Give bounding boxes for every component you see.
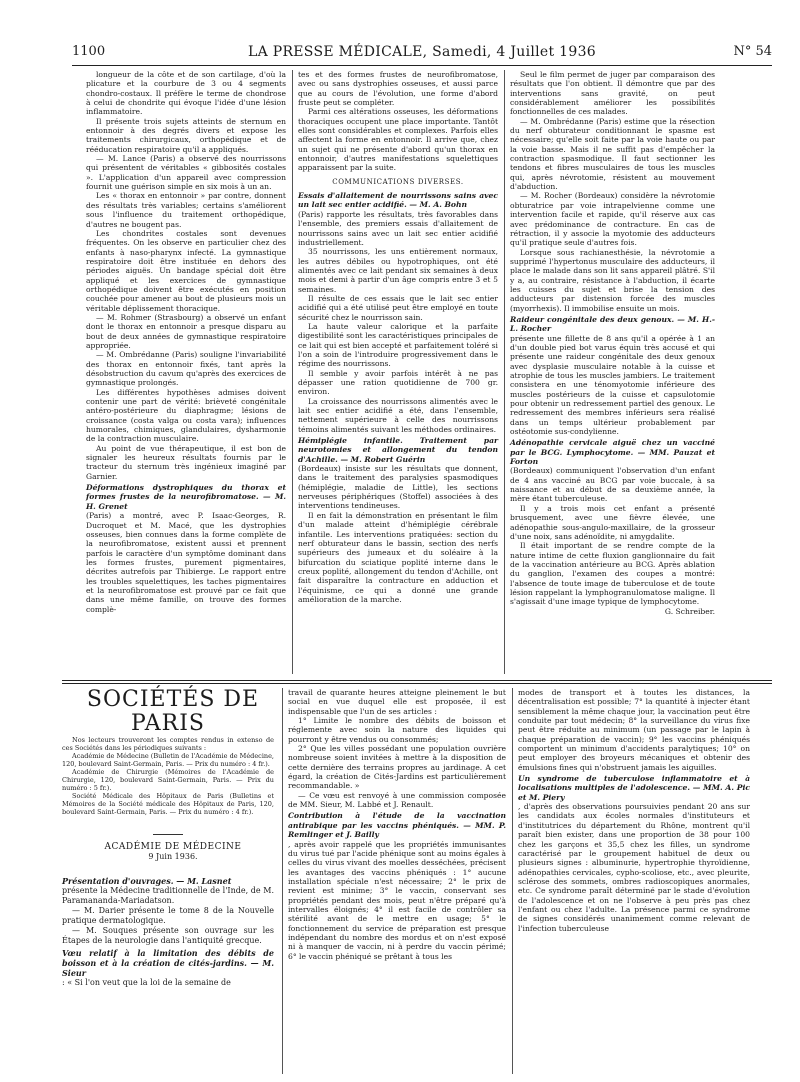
paragraph: longueur de la côte et de son cartilage, d'où la plicature et la courbure de 3 ou 4 segments chondro-costaux. Il préfère le terme de chondrose à celui de chondrite qui évoque l'idée d'une lésion inflammatoire. [86, 70, 286, 117]
societes-ref: Académie de Médecine (Bulletin de l'Académie de Médecine, 120, boulevard Saint-Germain, Paris. — Prix du numéro : 4 fr.). [62, 752, 274, 768]
paragraph: Les chondrites costales sont devenues fréquentes. On les observe en particulier chez des enfants à naso-pharynx infecté. La gymnastique respiratoire doit être instituée en dehors des périodes aiguës. Un bandage spécial doit être appliqué et les exercices de gymnastique orthopédique doivent être exécutés en position couchée pour amener au bout de plusieurs mois un véritable déplissement thoracique. [86, 228, 286, 313]
paragraph: Il semble y avoir parfois intérêt à ne pas dépasser une ration quotidienne de 700 gr. environ. [298, 368, 498, 397]
column-divider [282, 688, 283, 1074]
upper-column-2 [298, 70, 498, 674]
article-heading: Un syndrome de tuberculose inflammatoire et à localisations multiples de l'adolescence. — MM. A. Pic et M. Piery [518, 774, 750, 802]
article-heading: Hémiplégie infantile. Traitement par neurotomies et allongement du tendon d'Achille. — M. Robert Guérin [298, 436, 498, 464]
lower-column-1 [62, 874, 274, 1074]
paragraph: : « Si l'on veut que la loi de la semaine de [62, 978, 231, 987]
paragraph: — M. Ombrédanne (Paris) estime que la résection du nerf obturateur conditionnant le spasme est nécessaire; qu'elle soit faite par la voie haute ou par la voie basse. Mais il ne suffit pas d'empêcher la contraction spasmodique. Il faut sectionner les tendons et fibres musculaires de tous les muscles qui, après névrotomie, résistent au mouvement d'abduction. [510, 116, 715, 192]
issue-number: N° 54 [733, 44, 772, 59]
article-heading: Contribution à l'étude de la vaccination antirabique par les vaccins phéniqués. — MM. P. Remlinger et J. Bailly [288, 811, 506, 840]
paragraph: présente une fillette de 8 ans qu'il a opérée à 1 an d'un double pied bot varus équin très accusé et qui présente une raideur congénitale des deux genoux avec dysplasie musculaire notable à la cuisse et atrophie de tous les muscles jambiers. Le traitement consistera en une ténomyotomie inférieure des muscles postérieurs de la cuisse et capsulotomie pour obtenir un redressement partiel des genoux. Le redressement des membres inférieurs sera réalisé dans un temps ultérieur probablement par ostéotomie sus-condylienne. [510, 333, 715, 437]
meeting-date: 9 Juin 1936. [148, 852, 198, 862]
paragraph: Au point de vue thérapeutique, il est bon de signaler les heureux résultats fournis par le tracteur du sternum très ingénieux imaginé par Garnier. [86, 443, 286, 481]
author-signature: G. Schreiber. [664, 606, 715, 616]
paragraph: Il présente trois sujets atteints de sternum en entonnoir à des degrés divers et expose les traitements chirurgicaux, orthopédique et de rééducation respiratoire qu'il a appliqués. [86, 116, 286, 154]
paragraph: Il y a trois mois cet enfant a présenté brusquement, avec une fièvre élevée, une adénopathie sous-angulo-maxillaire, de la grosseur d'une noix, sans adénoïdite, ni amygdalite. [510, 503, 715, 541]
paragraph: — M. Rocher (Bordeaux) considère la névrotomie obturatrice par voie intrapelvienne comme une intervention facile et rapide, qu'il réserve aux cas avec prédominance de contracture. En cas de rétraction, il y associe la myotomie des adducteurs qu'il pratique seule d'autres fois. [510, 191, 715, 248]
column-divider [292, 70, 293, 674]
paragraph: Il en fait la démonstration en présentant le film d'un malade atteint d'hémiplégie cérébrale infantile. Les interventions pratiquées: section du nerf obturateur dans le bassin, section des nerfs supérieurs des jumeaux et du soléaire à la bifurcation du sciatique poplité interne dans le creux poplité, allongement du tendon d'Achille, ont fait disparaître la contracture en adduction et l'équinisme, ce qui a donné une grande amélioration de la marche. [298, 510, 498, 604]
paragraph: Lorsque sous rachianesthésie, la névrotomie a supprimé l'hypertonus musculaire des adducteurs, il place le malade dans son lit sans appareil plâtré. S'il y a, au contraire, résistance à l'abduction, il écarte les cuisses du sujet et brise la tension des adducteurs par distension forcée des muscles (myorrhexis). Il immobilise ensuite un mois. [510, 247, 715, 313]
paragraph: Seul le film permet de juger par comparaison des résultats que l'on obtient. Il démontre que par des interventions sans gravité, on peut considérablement améliorer les possibilités fonctionnelles de ces malades. [510, 70, 715, 117]
paragraph: Il résulte de ces essais que le lait sec entier acidifié qui a été utilisé peut être employé en toute sécurité chez le nourrisson sain. [298, 293, 498, 322]
journal-title: LA PRESSE MÉDICALE, Samedi, 4 Juillet 1936 [247, 44, 597, 60]
paragraph: La haute valeur calorique et la parfaite digestibilité sont les caractéristiques principales de ce lait qui est bien accepté et parfaitement toléré si l'on a soin de l'introduire progressivement dans le régime des nourrissons. [298, 321, 498, 369]
paragraph: (Paris) rapporte les résultats, très favorables dans l'ensemble, des premiers essais d'allaitement de nourrissons sains avec un lait sec entier acidifié industriellement. [298, 209, 498, 247]
academy-title: ACADÉMIE DE MÉDECINE [104, 842, 242, 852]
paragraph: (Bordeaux) insiste sur les résultats que donnent, dans le traitement des paralysies spasmodiques (hémiplégie, maladie de Little), les sections nerveuses périphériques (Stoffel) associées à des interventions tendineuses. [298, 464, 498, 511]
paragraph: , d'après des observations poursuivies pendant 20 ans sur les candidats aux écoles normales d'instituteurs et d'institutrices du département du Rhône, montrent qu'il paraît bien exister, dans une proportion de 38 pour 100 chez les garçons et 35,5 chez les filles, un syndrome caractérisé par le groupement habituel de deux ou plusieurs signes : albuminurie, hypertrophie thyroïdienne, adénopathies cervicales, cypho-scoliose, etc., avec pleurite, sclérose des sommets, ombres radioscopiques anormales, etc. Ce syndrome paraît déterminé par le stade d'évolution de l'adolescence et on ne l'observe à peu près pas chez l'enfant ou chez l'adulte. La présence parmi ce syndrome de signes considérés unanimement comme relevant de l'infection tuberculeuse [518, 802, 750, 933]
paragraph: tes et des formes frustes de neurofibromatose, avec ou sans dystrophies osseuses, et aussi parce que au cours de l'évolution, une forme d'abord fruste peut se compléter. [298, 70, 498, 108]
divider [153, 834, 183, 835]
paragraph: Les « thorax en entonnoir » par contre, donnent des résultats très variables; certains s'améliorent sous l'influence du traitement orthopédique, d'autres ne bougent pas. [86, 191, 286, 229]
paragraph: Il était important de se rendre compte de la nature intime de cette fluxion ganglionnaire du fait de la vaccination antérieure au BCG. Après ablation du ganglion, l'examen des coupes a montré: l'absence de toute image de tuberculose et de toute lésion rappelant la lymphogranulomatose maligne. Il s'agissait d'une image typique de lymphocytome. [510, 541, 715, 607]
article-heading: Déformations dystrophiques du thorax et formes frustes de la neurofibromatose. — M. H. Grenet [86, 483, 286, 511]
article-heading: Essais d'allaitement de nourrissons sains avec un lait sec entier acidifié. — M. A. Bohn [298, 191, 498, 210]
column-divider [512, 688, 513, 1074]
paragraph: — M. Rohmer (Strasbourg) a observé un enfant dont le thorax en entonnoir a presque disparu au bout de deux années de gymnastique respiratoire appropriée. [86, 312, 286, 350]
upper-column-1 [86, 70, 286, 674]
paragraph: travail de quarante heures atteigne pleinement le but social en vue duquel elle est proposée, il est indispensable que l'un de ses articles : [288, 688, 506, 716]
page-number: 1100 [72, 44, 106, 59]
header-rule [72, 65, 772, 66]
article-heading: Adénopathie cervicale aiguë chez un vacciné par le BCG. Lymphocytome. — MM. Pauzat et Forton [510, 438, 715, 467]
upper-column-3 [510, 70, 715, 674]
paragraph: La croissance des nourrissons alimentés avec le lait sec entier acidifié a été, dans l'ensemble, nettement supérieure à celle des nourrissons témoins alimentés suivant les méthodes ordinaires. [298, 396, 498, 434]
article-heading: Présentation d'ouvrages. — M. Lasnet [62, 876, 232, 886]
societes-intro: Nos lecteurs trouveront les comptes rendus in extenso de ces Sociétés dans les périodiques suivants : [62, 736, 274, 752]
paragraph: présente la Médecine traditionnelle de l'Inde, de M. Paramananda-Mariadatson. [62, 886, 274, 905]
paragraph: modes de transport et à toutes les distances, la décentralisation est possible; 7° la quantité à injecter étant sensiblement la même chaque jour, la vaccination peut être conduite par tout médecin; 8° la surveillance du virus fixe peut être réduite au minimum (un passage par le lapin à chaque préparation de vaccin); 9° les vaccins phéniqués comportent un minimum d'accidents paralytiques; 10° on peut employer des broyeurs mécaniques et obtenir des émulsions fines qui n'obstruent jamais les aiguilles. [518, 688, 750, 772]
societes-block [62, 687, 274, 816]
section-title: SOCIÉTÉS DE PARIS [86, 687, 260, 736]
paragraph: (Paris) a montré, avec P. Isaac-Georges, R. Ducroquet et M. Macé, que les dystrophies osseuses, bien connues dans la forme complète de la neurofibromatose, existent aussi et prennent parfois le caractère d'un symptôme dominant dans les formes frustes, purement pigmentaires, décrites autrefois par Thibierge. Le rapport entre les troubles squelettiques, les taches pigmentaires et la neurofibromatose est prouvé par ce fait que dans une même famille, on trouve des formes complè- [86, 511, 286, 614]
paragraph: — M. Darier présente le tome 8 de la Nouvelle pratique dermatologique. [62, 906, 274, 925]
paragraph: — M. Lance (Paris) a observé des nourrissons qui présentent de véritables « gibbosités costales ». L'application d'un appareil avec compression fournit une guérison simple en six mois à un an. [86, 154, 286, 192]
paragraph: — M. Ombrédanne (Paris) souligne l'invariabilité des thorax en entonnoir fixés, tant après la désobstruction du cavum qu'après des exercices de gymnastique prolongés. [86, 350, 286, 388]
paragraph: — Ce vœu est renvoyé à une commission composée de MM. Sieur, M. Labbé et J. Renault. [288, 790, 506, 810]
paragraph: Les différentes hypothèses admises doivent contenir une part de vérité: brièveté congénitale antéro-postérieure du diaphragme; lésions de croissance (costa valga ou costa vara); influences humorales, chimiques, glandulaires, dysharmonie de la contraction musculaire. [86, 387, 286, 444]
subsection-title: COMMUNICATIONS DIVERSES. [332, 177, 464, 186]
academy-heading [62, 826, 274, 860]
column-divider [504, 70, 505, 674]
section-rule [62, 683, 772, 684]
paragraph: 1° Limite le nombre des débits de boisson et réglemente avec soin la nature des liquides qui pourront y être vendus ou consommés; [288, 716, 506, 744]
article-heading: Vœu relatif à la limitation des débits de boisson et à la création de cités-jardins. — M. Sieur [62, 948, 274, 978]
paragraph: (Bordeaux) communiquent l'observation d'un enfant de 4 ans vacciné au BCG par voie buccale, à sa naissance et au début de sa deuxième année, la mère étant tuberculeuse. [510, 466, 715, 504]
paragraph: , après avoir rappelé que les propriétés immunisantes du virus tué par l'acide phénique sont au moins égales à celles du virus vivant des moelles desséchées, précisent les avantages des vaccins phéniqués : 1° aucune installation spéciale n'est nécessaire; 2° le prix de revient est minime; 3° le vaccin, conservant ses propriétés pendant des mois, peut n'être préparé qu'à intervalles éloignés; 4° il est facile de contrôler sa stérilité avant de le mettre en usage; 5° le fonctionnement du service de préparation est presque indépendant du nombre des mordus et on n'est exposé ni à manquer de vaccin, ni à perdre du vaccin périmé; 6° le vaccin phéniqué se prêtant à tous les [288, 839, 506, 961]
article-heading: Raideur congénitale des deux genoux. — M. H.-L. Rocher [510, 314, 715, 334]
societes-ref: Académie de Chirurgie (Mémoires de l'Académie de Chirurgie, 120, boulevard Saint-Germain, Paris. — Prix du numéro : 5 fr.). [62, 768, 274, 792]
paragraph: — M. Souques présente son ouvrage sur les Étapes de la neurologie dans l'antiquité grecque. [62, 926, 274, 945]
societes-ref: Société Médicale des Hôpitaux de Paris (Bulletins et Mémoires de la Société médicale des Hôpitaux de Paris, 120, boulevard Saint-Germain, Paris. — Prix du numéro : 4 fr.). [62, 792, 274, 816]
lower-column-3 [518, 688, 750, 1074]
page-header [72, 44, 772, 64]
paragraph: 2° Que les villes possédant une population ouvrière nombreuse soient invitées à mettre à la disposition de cette dernière des terrains propres au jardinage. A cet égard, la création de Cités-Jardins est particulièrement recommandable. » [288, 744, 506, 791]
lower-column-2 [288, 688, 506, 1074]
paragraph: Parmi ces altérations osseuses, les déformations thoraciques occupent une place importante. Tantôt elles sont considérables et complexes. Parfois elles affectent la forme en entonnoir. Il arrive que, chez un sujet qui ne présente d'abord qu'un thorax en entonnoir, d'autres manifestations squelettiques apparaissent par la suite. [298, 107, 498, 173]
paragraph: 35 nourrissons, les uns entièrement normaux, les autres débiles ou hypotrophiques, ont été alimentés avec ce lait pendant six semaines à deux mois et demi à partir d'un âge compris entre 3 et 5 semaines. [298, 247, 498, 294]
section-rule [62, 680, 772, 681]
